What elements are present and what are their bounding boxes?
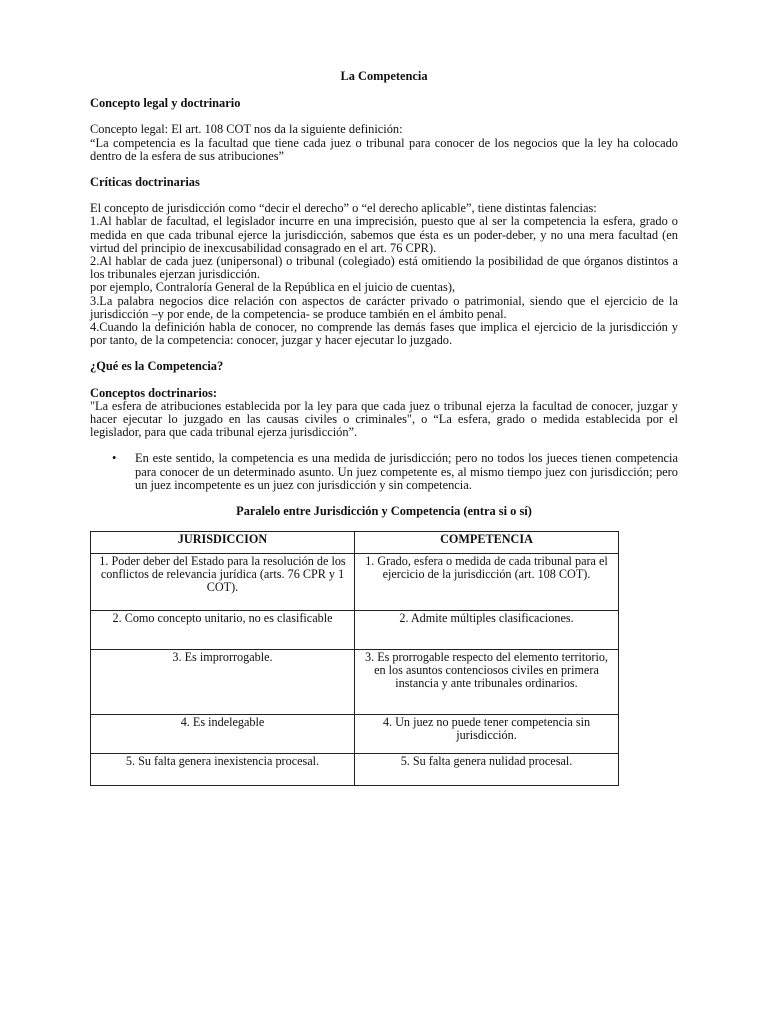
- table-cell: 2. Admite múltiples clasificaciones.: [355, 611, 619, 650]
- table-cell: 1. Poder deber del Estado para la resolución de los conflictos de relevancia jurídica (arts. 76 CPR y 1 COT).: [91, 554, 355, 611]
- table-cell: 4. Es indelegable: [91, 715, 355, 754]
- table-cell: 2. Como concepto unitario, no es clasificable: [91, 611, 355, 650]
- text-line: Concepto legal: El art. 108 COT nos da la siguiente definición:: [90, 122, 403, 137]
- table-row: [91, 611, 619, 650]
- heading-conceptos-doctrinarios: Conceptos doctrinarios:: [90, 385, 217, 400]
- paragraph-criticas: [90, 202, 678, 347]
- critica-item: 4.Cuando la definición habla de conocer, no comprende las demás fases que implica el ejercicio de la jurisdicción y por tanto, de la competencia: conocer, juzgar y hacer ejecutar lo juzgado.: [90, 320, 678, 348]
- document-body: [90, 70, 678, 786]
- bullet-icon: •: [112, 451, 117, 466]
- table-row: [91, 715, 619, 754]
- table-cell: 5. Su falta genera nulidad procesal.: [355, 754, 619, 786]
- comparison-table: [90, 531, 619, 786]
- table-title: Paralelo entre Jurisdicción y Competencia (entra si o sí): [236, 504, 532, 519]
- critica-item: 1.Al hablar de facultad, el legislador incurre en una imprecisión, puesto que al ser la competencia la esfera, grado o medida en que cada tribunal ejerce la jurisdicción, sabemos que ésta es un poder-deber, y no una mera facultad (en virtud del principio de inexcusabilidad consagrado en el art. 76 CPR).: [90, 214, 678, 255]
- text-line: El concepto de jurisdicción como “decir el derecho” o “el derecho aplicable”, tiene distintas falencias:: [90, 201, 597, 216]
- table-header-row: [91, 532, 619, 554]
- table-cell: 5. Su falta genera inexistencia procesal.: [91, 754, 355, 786]
- text-line: por ejemplo, Contraloría General de la República en el juicio de cuentas),: [90, 280, 456, 295]
- table-cell: 3. Es prorrogable respecto del elemento territorio, en los asuntos contenciosos civiles en primera instancia y ante tribunales ordinarios.: [355, 650, 619, 715]
- paragraph-conceptos-doctrinarios: "La esfera de atribuciones establecida por la ley para que cada juez o tribunal ejerza la facultad de conocer, juzgar y hacer ejecutar lo juzgado en las causas civiles o criminales", o “La esfera, grado o medida establecida por el legislador, para que cada tribunal ejerza jurisdicción”.: [90, 398, 678, 440]
- table-cell: 4. Un juez no puede tener competencia sin jurisdicción.: [355, 715, 619, 754]
- document-title: La Competencia: [340, 69, 428, 83]
- critica-item: 3.La palabra negocios dice relación con aspectos de carácter privado o patrimonial, siendo que el ejercicio de la jurisdicción –y por ende, de la competencia- se produce también en el ámbito penal.: [90, 293, 678, 321]
- table-cell: 3. Es improrrogable.: [91, 650, 355, 715]
- heading-que-es: ¿Qué es la Competencia?: [90, 359, 224, 374]
- bullet-text: En este sentido, la competencia es una medida de jurisdicción; pero no todos los jueces tienen competencia para conocer de un determinado asunto. Un juez competente es, al mismo tiempo juez con jurisdicción; pero un juez incompetente es un juez con jurisdicción y sin competencia.: [135, 451, 678, 492]
- paragraph-concepto-legal: [90, 123, 678, 163]
- table-row: [91, 754, 619, 786]
- column-header: JURISDICCION: [91, 532, 355, 554]
- table-row: [91, 554, 619, 611]
- table-row: [91, 650, 619, 715]
- column-header: COMPETENCIA: [355, 532, 619, 554]
- table-cell: 1. Grado, esfera o medida de cada tribunal para el ejercicio de la jurisdicción (art. 108 COT).: [355, 554, 619, 611]
- heading-concepto-legal: Concepto legal y doctrinario: [90, 96, 241, 111]
- text-line: “La competencia es la facultad que tiene cada juez o tribunal para conocer de los negocios que la ley ha colocado dentro de la esfera de sus atribuciones”: [90, 135, 678, 163]
- critica-item: 2.Al hablar de cada juez (unipersonal) o tribunal (colegiado) está omitiendo la posibilidad de que órganos distintos a los tribunales ejerzan jurisdicción.: [90, 254, 678, 282]
- bullet-item: [90, 452, 678, 492]
- heading-criticas: Críticas doctrinarias: [90, 175, 200, 190]
